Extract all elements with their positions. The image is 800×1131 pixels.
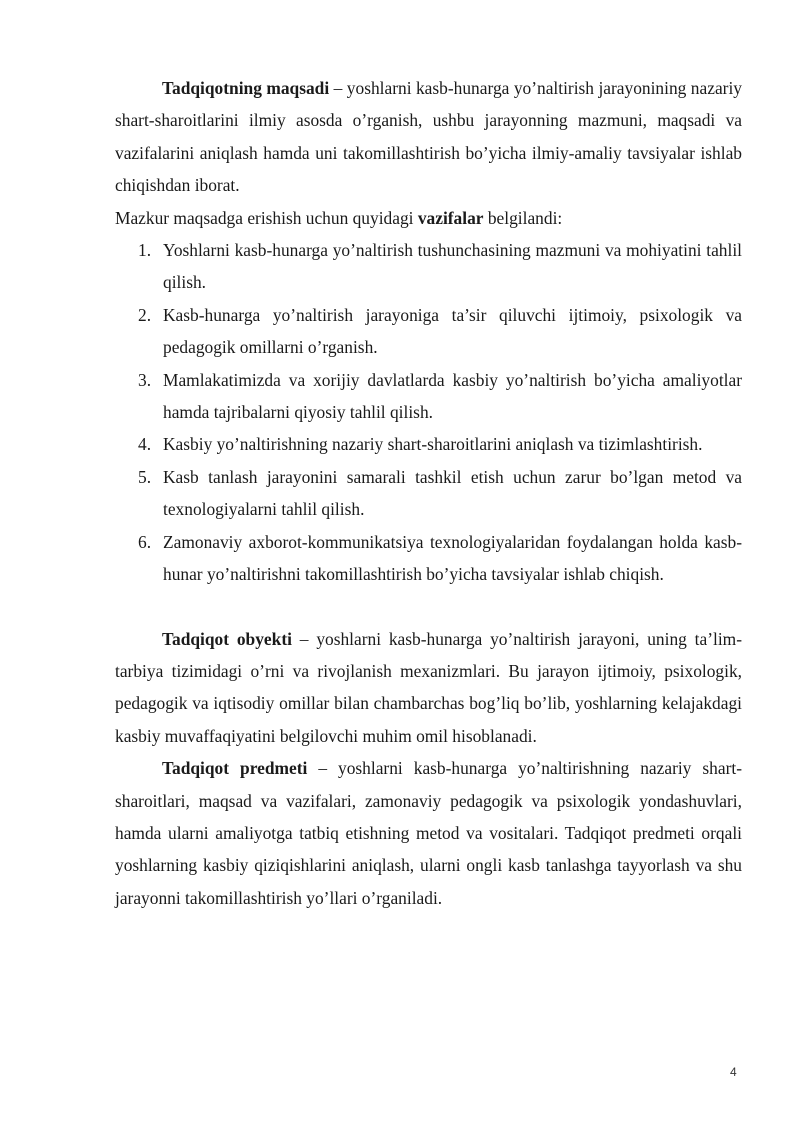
list-item-number: 5.: [138, 466, 152, 487]
tasks-intro-after: belgilandi:: [483, 207, 563, 228]
list-item-text: Kasb-hunarga yo’naltirish jarayoniga ta’sir qiluvchi ijtimoiy, psixologik va pedagogik omillarni o’rganish.: [163, 304, 742, 358]
list-item: [115, 526, 742, 591]
aim-paragraph: [115, 72, 742, 202]
object-text: – yoshlarni kasb-hunarga yo’naltirish jarayoni, uning ta’lim-tarbiya tizimidagi o’rni va rivojlanish mexanizmlari. Bu jarayon ijtimoiy, psixologik, pedagogik va iqtisodiy omillar bilan chambarchas bog’liq bo’lib, yoshlarning kelajakdagi kasbiy muvaffaqiyatini belgilovchi muhim omil hisoblanadi.: [115, 628, 742, 746]
list-item-number: 4.: [138, 434, 152, 455]
list-item: [115, 234, 742, 299]
aim-term: Tadqiqotning maqsadi: [162, 78, 330, 98]
tasks-intro: [115, 202, 742, 234]
tasks-term: vazifalar: [417, 207, 484, 228]
list-item: [115, 364, 742, 429]
aim-text: – yoshlarni kasb-hunarga yo’naltirish jarayonining nazariy shart-sharoitlarini ilmiy asosda o’rganish, ushbu jarayonning mazmuni, maqsadi va vazifalarini aniqlash hamda uni takomillashtirish bo’yicha ilmiy-amaliy tavsiyalar ishlab chiqishdan iborat.: [115, 78, 742, 196]
subject-text: – yoshlarni kasb-hunarga yo’naltirishning nazariy shart-sharoitlari, maqsad va vazifalari, zamonaviy pedagogik va psixologik yondashuvlari, hamda ularni amaliyotga tatbiq etishning metod va vositalari. Tadqiqot predmeti orqali yoshlarning kasbiy qiziqishlarini aniqlash, ularni ongli kasb tanlashga tayyorlash va shu jarayonni takomillashtirish yo’llari o’rganiladi.: [115, 758, 742, 908]
list-item-text: Mamlakatimizda va xorijiy davlatlarda kasbiy yo’naltirish bo’yicha amaliyotlar hamda tajribalarni qiyosiy tahlil qilish.: [163, 369, 742, 423]
tasks-list: [115, 234, 742, 590]
document-page: [115, 72, 742, 914]
list-item: [115, 299, 742, 364]
list-item: [115, 461, 742, 526]
list-item-text: Zamonaviy axborot-kommunikatsiya texnologiyalaridan foydalangan holda kasb-hunar yo’naltirishni takomillashtirish bo’yicha tavsiyalar ishlab chiqish.: [163, 531, 742, 585]
list-item-number: 6.: [138, 531, 152, 552]
list-item: [115, 428, 742, 460]
list-item-text: Kasb tanlash jarayonini samarali tashkil etish uchun zarur bo’lgan metod va texnologiyalarni tahlil qilish.: [163, 466, 742, 520]
subject-paragraph: [115, 752, 742, 914]
list-item-number: 3.: [138, 369, 152, 390]
list-item-text: Yoshlarni kasb-hunarga yo’naltirish tushunchasining mazmuni va mohiyatini tahlil qilish.: [163, 240, 742, 293]
object-paragraph: [115, 623, 742, 753]
page-number: 4: [730, 1065, 737, 1079]
object-term: Tadqiqot obyekti: [162, 628, 292, 649]
paragraph-gap: [115, 591, 742, 623]
subject-term: Tadqiqot predmeti: [162, 758, 308, 779]
list-item-number: 1.: [138, 240, 152, 261]
list-item-number: 2.: [138, 304, 152, 325]
list-item-text: Kasbiy yo’naltirishning nazariy shart-sharoitlarini aniqlash va tizimlashtirish.: [163, 434, 703, 455]
tasks-intro-before: Mazkur maqsadga erishish uchun quyidagi: [115, 207, 418, 228]
